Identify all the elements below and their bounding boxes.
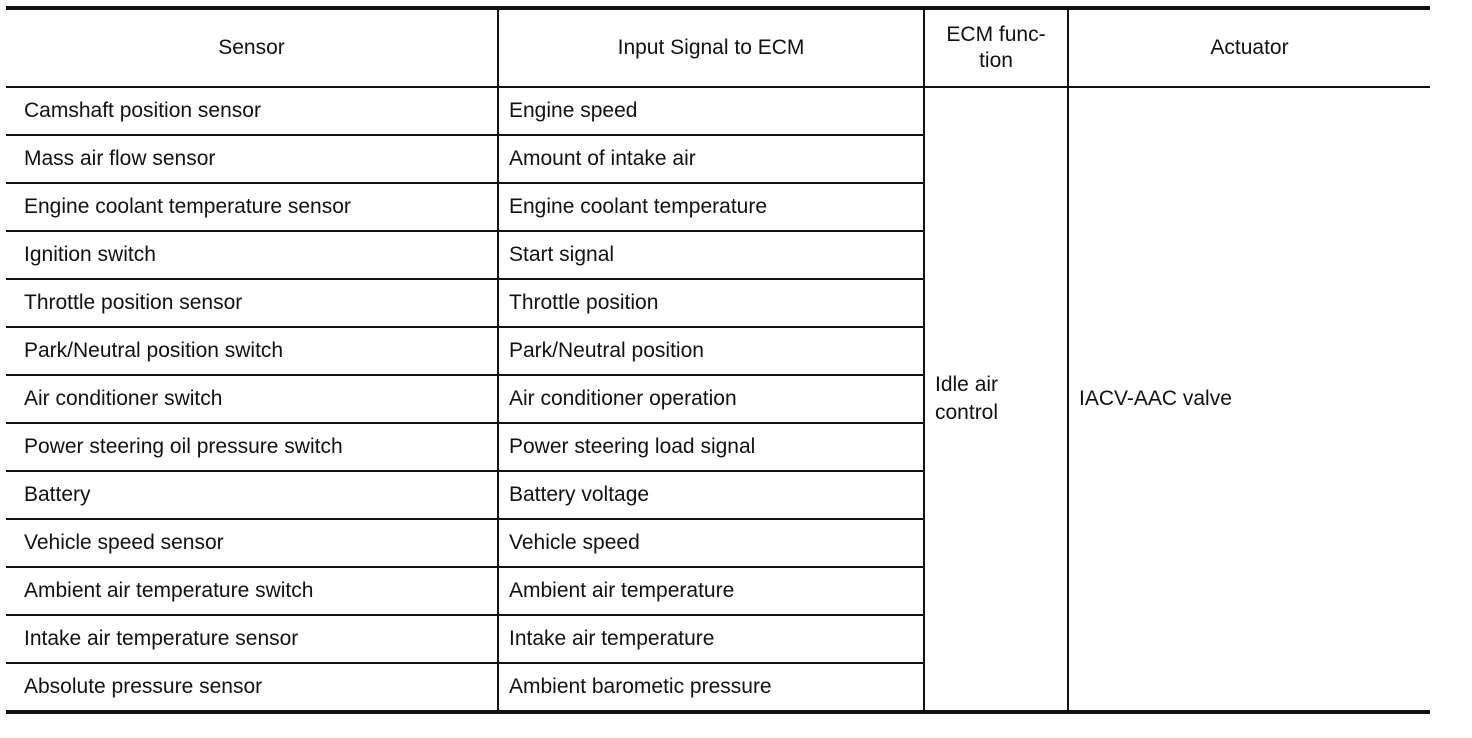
sensor-cell: Camshaft position sensor (6, 87, 498, 135)
sensor-cell: Power steering oil pressure switch (6, 423, 498, 471)
header-input-signal: Input Signal to ECM (498, 8, 924, 87)
table-header (6, 8, 1430, 87)
header-ecm-function-line2: tion (979, 49, 1013, 72)
table-row (6, 87, 1430, 135)
header-sensor: Sensor (6, 8, 498, 87)
ecm-function-cell (924, 87, 1068, 712)
sensor-cell: Battery (6, 471, 498, 519)
sensor-cell: Mass air flow sensor (6, 135, 498, 183)
header-row (6, 8, 1430, 87)
input-signal-cell: Start signal (498, 231, 924, 279)
sensor-cell: Engine coolant temperature sensor (6, 183, 498, 231)
actuator-cell: IACV-AAC valve (1068, 87, 1430, 712)
sensor-cell: Ambient air temperature switch (6, 567, 498, 615)
input-signal-cell: Engine speed (498, 87, 924, 135)
input-signal-cell: Amount of intake air (498, 135, 924, 183)
sensor-cell: Ignition switch (6, 231, 498, 279)
input-signal-cell: Ambient barometic pressure (498, 663, 924, 712)
input-signal-cell: Power steering load signal (498, 423, 924, 471)
sensor-cell: Intake air temperature sensor (6, 615, 498, 663)
input-signal-cell: Engine coolant temperature (498, 183, 924, 231)
sensor-cell: Park/Neutral position switch (6, 327, 498, 375)
input-signal-cell: Battery voltage (498, 471, 924, 519)
header-ecm-function-line1: ECM func- (946, 23, 1046, 46)
sensor-cell: Vehicle speed sensor (6, 519, 498, 567)
input-signal-cell: Intake air temperature (498, 615, 924, 663)
table-body (6, 87, 1430, 712)
header-ecm-function (924, 8, 1068, 87)
sensor-cell: Air conditioner switch (6, 375, 498, 423)
sensor-actuator-table (6, 6, 1430, 714)
input-signal-cell: Throttle position (498, 279, 924, 327)
ecm-function-line2: control (935, 401, 999, 424)
header-actuator: Actuator (1068, 8, 1430, 87)
input-signal-cell: Ambient air temperature (498, 567, 924, 615)
sensor-cell: Absolute pressure sensor (6, 663, 498, 712)
input-signal-cell: Air conditioner operation (498, 375, 924, 423)
sensor-cell: Throttle position sensor (6, 279, 498, 327)
input-signal-cell: Vehicle speed (498, 519, 924, 567)
ecm-function-line1: Idle air (935, 373, 999, 396)
input-signal-cell: Park/Neutral position (498, 327, 924, 375)
